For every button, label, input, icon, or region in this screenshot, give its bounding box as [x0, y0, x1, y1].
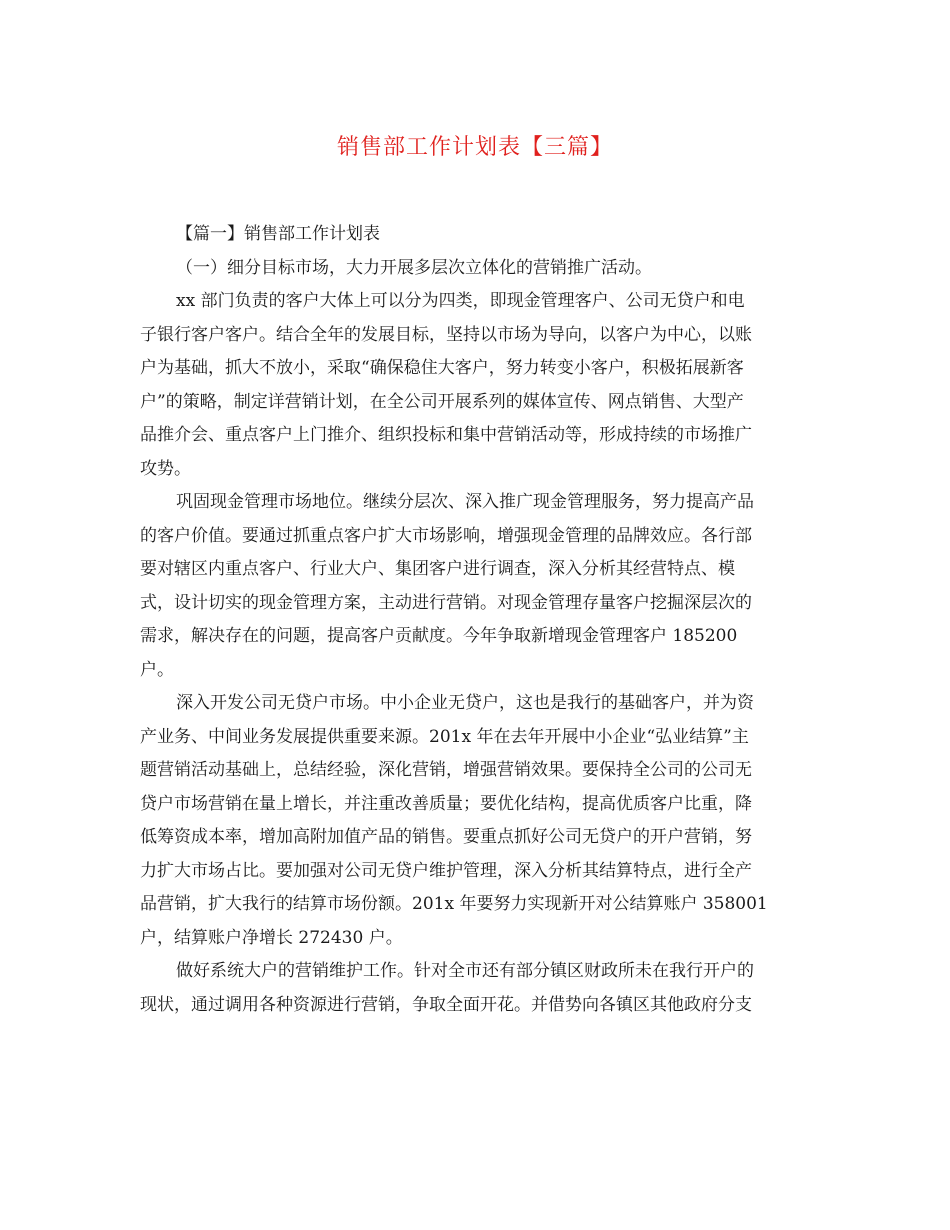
text-line: 低筹资成本率，增加高附加值产品的销售。要重点抓好公司无贷户的开户营销，努 [140, 827, 752, 847]
text-line: 需求，解决存在的问题，提高客户贡献度。今年争取新增现金管理客户 185200 [140, 626, 738, 646]
text-line: 力扩大市场占比。要加强对公司无贷户维护管理，深入分析其结算特点，进行全产 [140, 860, 752, 881]
document-body [140, 218, 816, 1022]
text-line: 贷户市场营销在量上增长，并注重改善质量；要优化结构，提高优质客户比重，降 [140, 793, 752, 814]
text-line: 要对辖区内重点客户、行业大户、集团客户进行调查，深入分析其经营特点、模 [140, 559, 735, 579]
text-line: 品推介会、重点客户上门推介、组织投标和集中营销活动等，形成持续的市场推广 [140, 425, 752, 445]
text-line: 品营销，扩大我行的结算市场份额。201x 年要努力实现新开对公结算账户 358001 [140, 894, 768, 914]
text-line: 户，结算账户净增长 272430 户。 [140, 927, 403, 948]
text-line: 式，设计切实的现金管理方案，主动进行营销。对现金管理存量客户挖掘深层次的 [140, 592, 752, 613]
text-line: 户为基础，抓大不放小，采取“确保稳住大客户，努力转变小客户，积极拓展新客 [140, 358, 744, 378]
text-line: 【篇一】销售部工作计划表 [176, 224, 380, 244]
text-line: 题营销活动基础上，总结经验，深化营销，增强营销效果。要保持全公司的公司无 [140, 760, 752, 780]
text-line: 子银行客户客户。结合全年的发展目标，坚持以市场为导向，以客户为中心，以账 [140, 324, 752, 345]
text-line: 现状，通过调用各种资源进行营销，争取全面开花。并借势向各镇区其他政府分支 [140, 994, 752, 1015]
text-line: 户。 [140, 659, 174, 680]
text-line: 巩固现金管理市场地位。继续分层次、深入推广现金管理服务，努力提高产品 [176, 492, 754, 512]
document-title: 销售部工作计划表【三篇】 [336, 135, 613, 160]
text-line: 深入开发公司无贷户市场。中小企业无贷户，这也是我行的基础客户，并为资 [176, 693, 754, 713]
text-line: xx 部门负责的客户大体上可以分为四类，即现金管理客户、公司无贷户和电 [176, 291, 745, 311]
text-line: 产业务、中间业务发展提供重要来源。201x 年在去年开展中小企业“弘业结算”主 [140, 726, 749, 747]
text-line: 攻势。 [140, 458, 191, 479]
text-line: 做好系统大户的营销维护工作。针对全市还有部分镇区财政所未在我行开户的 [176, 961, 754, 981]
text-line: 户”的策略，制定详营销计划，在全公司开展系列的媒体宣传、网点销售、大型产 [140, 391, 744, 412]
text-line: 的客户价值。要通过抓重点客户扩大市场影响，增强现金管理的品牌效应。各行部 [140, 525, 752, 546]
text-line: （一）细分目标市场，大力开展多层次立体化的营销推广活动。 [176, 257, 652, 278]
